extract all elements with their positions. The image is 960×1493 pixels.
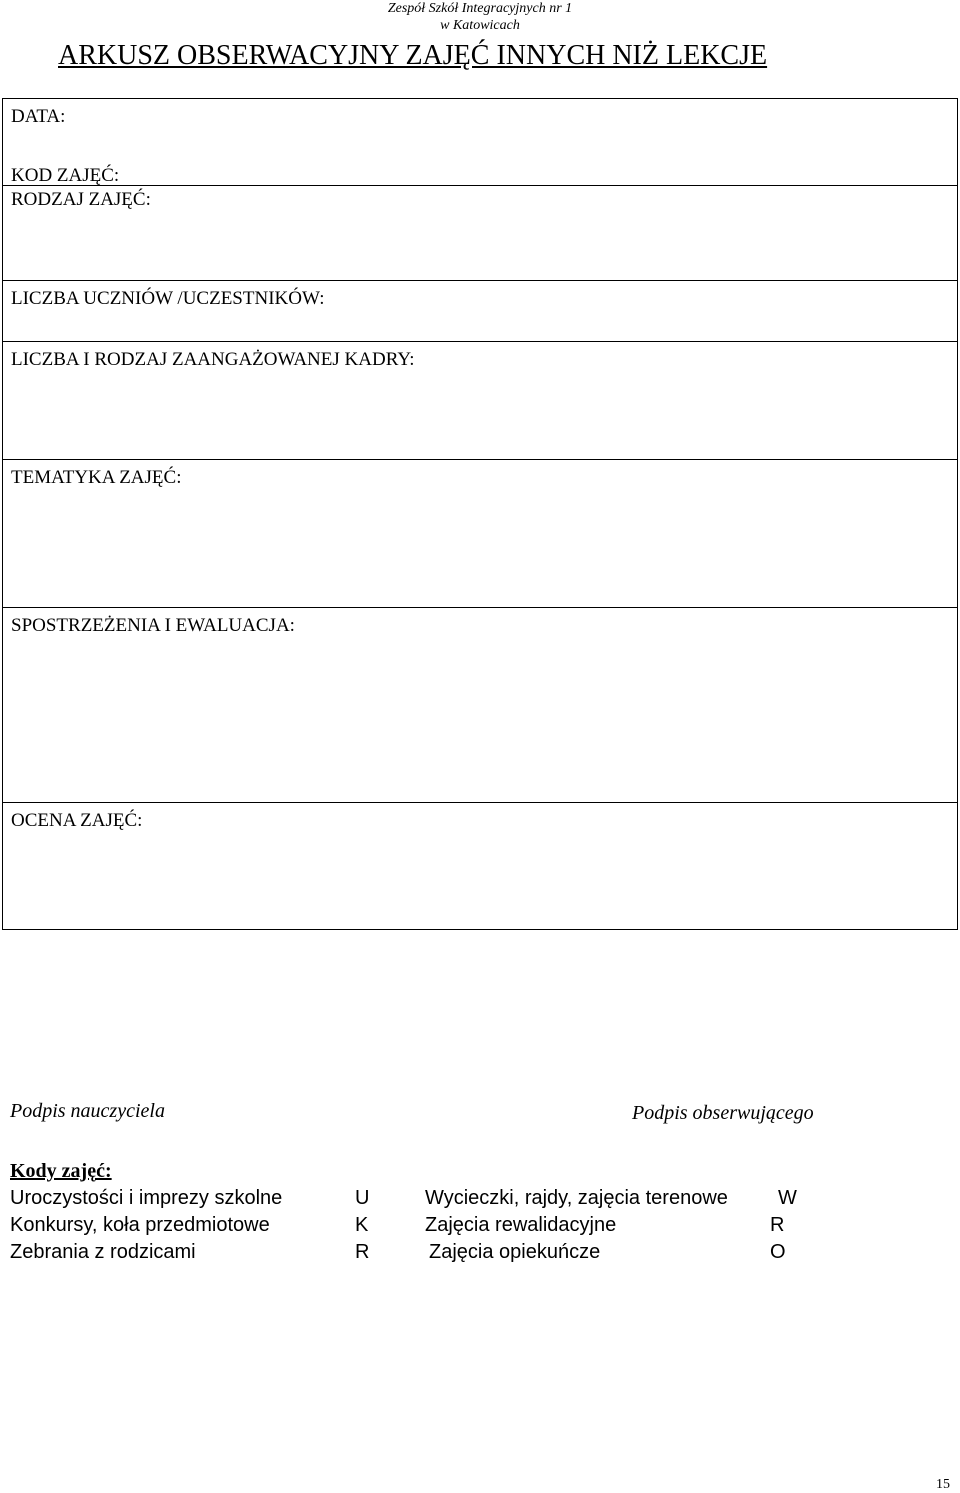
code-name: Konkursy, koła przedmiotowe — [10, 1214, 270, 1236]
school-header — [330, 0, 630, 34]
list-item — [10, 1185, 910, 1212]
staff-field[interactable] — [3, 342, 958, 460]
form-row-code — [3, 186, 958, 281]
code-name: Uroczystości i imprezy szkolne — [10, 1187, 283, 1209]
code-name: Zajęcia opiekuńcze — [429, 1241, 601, 1263]
participants-field[interactable] — [3, 281, 958, 342]
rating-label: OCENA ZAJĘĆ: — [11, 810, 143, 831]
list-item — [10, 1239, 910, 1266]
codes-title: Kody zajęć: — [10, 1160, 112, 1182]
observations-label: SPOSTRZEŻENIA I EWALUACJA: — [11, 615, 295, 636]
code-letter: W — [778, 1187, 797, 1209]
code-name: Zebrania z rodzicami — [10, 1241, 196, 1263]
code-letter: K — [355, 1214, 369, 1236]
date-field[interactable] — [3, 99, 958, 186]
class-codes-legend — [10, 1158, 910, 1266]
observations-field[interactable] — [3, 608, 958, 803]
form-row-staff — [3, 342, 958, 460]
form-row-participants — [3, 281, 958, 342]
list-item — [10, 1212, 910, 1239]
code-letter: R — [355, 1241, 370, 1263]
class-type-label: RODZAJ ZAJĘĆ: — [11, 189, 151, 210]
code-letter: O — [770, 1241, 786, 1263]
class-code-label: KOD ZAJĘĆ: — [11, 165, 120, 186]
code-letter: U — [355, 1187, 370, 1209]
staff-label: LICZBA I RODZAJ ZAANGAŻOWANEJ KADRY: — [11, 349, 415, 370]
form-row-rating — [3, 803, 958, 930]
page-number: 15 — [936, 1477, 950, 1492]
school-name: Zespół Szkół Integracyjnych nr 1 — [387, 1, 573, 16]
rating-field[interactable] — [3, 803, 958, 930]
code-name: Zajęcia rewalidacyjne — [425, 1214, 617, 1236]
topic-label: TEMATYKA ZAJĘĆ: — [11, 467, 182, 488]
form-row-topic — [3, 460, 958, 608]
participants-label: LICZBA UCZNIÓW /UCZESTNIKÓW: — [11, 288, 325, 309]
observation-form — [2, 98, 958, 930]
date-label: DATA: — [11, 106, 66, 127]
school-city: w Katowicach — [440, 18, 520, 33]
code-type-field[interactable] — [3, 165, 958, 281]
code-name: Wycieczki, rajdy, zajęcia terenowe — [425, 1187, 728, 1209]
page-title: ARKUSZ OBSERWACYJNY ZAJĘĆ INNYCH NIŻ LEKCJE — [58, 40, 768, 71]
observer-signature-label: Podpis obserwującego — [632, 1102, 814, 1124]
code-letter: R — [770, 1214, 785, 1236]
teacher-signature-label: Podpis nauczyciela — [10, 1100, 165, 1122]
form-row-date — [3, 99, 958, 186]
form-row-observations — [3, 608, 958, 803]
topic-field[interactable] — [3, 460, 958, 608]
